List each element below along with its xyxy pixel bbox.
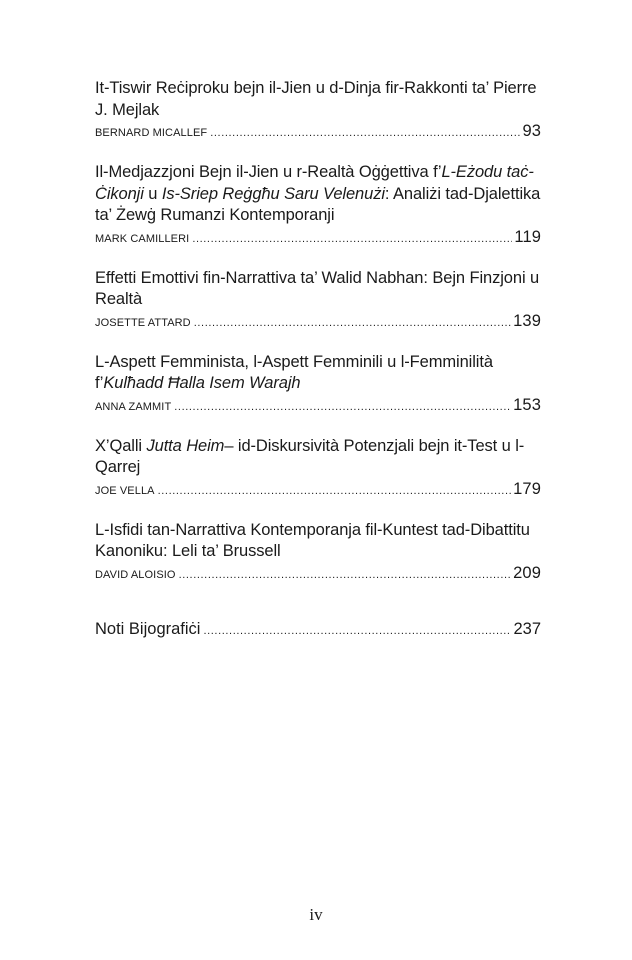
dot-leader	[210, 125, 520, 141]
entry-title	[95, 78, 541, 121]
entry-meta	[95, 565, 541, 583]
entry-title	[95, 268, 541, 311]
toc-entry	[95, 352, 541, 415]
entry-author: JOSETTE ATTARD	[95, 316, 191, 329]
entry-title-italic: Is-Sriep Reġgħu Saru Velenużi	[161, 184, 385, 203]
dot-leader	[158, 483, 512, 499]
entry-meta	[95, 397, 541, 415]
entry-title-text: – id-Diskursività Potenzjali bejn it-Test u l-Qarrej	[95, 436, 525, 476]
entry-title	[95, 162, 541, 227]
toc-entry	[95, 520, 541, 583]
noti-page-number: 237	[513, 620, 541, 638]
toc-entry	[95, 162, 541, 247]
entry-title	[95, 352, 541, 395]
entry-title-italic: L-Eżodu taċ-Ċikonji	[95, 163, 534, 203]
toc-entry	[95, 268, 541, 331]
noti-title: Noti Bijografiċi	[95, 620, 201, 638]
entry-title-text: u	[143, 184, 162, 203]
toc-entry	[95, 78, 541, 141]
entry-author: BERNARD MICALLEF	[95, 127, 208, 139]
dot-leader	[192, 231, 512, 247]
entry-title-text: It-Tiswir Reċiproku bejn il-Jien u d-Dinja fir-Rakkonti ta’ Pierre J. Mejlak	[95, 79, 537, 119]
biographical-notes-entry	[95, 620, 541, 639]
page-folio: iv	[309, 905, 323, 924]
entry-page-number: 209	[513, 563, 541, 582]
entry-meta	[95, 229, 541, 247]
entry-title-text: Effetti Emottivi fin-Narrattiva ta’ Walid Nabhan: Bejn Finzjoni u Realtà	[95, 268, 540, 308]
entry-meta	[95, 313, 541, 331]
entry-page-number: 179	[513, 479, 541, 498]
table-of-contents	[95, 78, 541, 604]
entry-page-number: 153	[513, 395, 541, 414]
dot-leader	[203, 625, 511, 637]
entry-author: MARK CAMILLERI	[95, 232, 190, 245]
entry-title-text: Il-Medjazzjoni Bejn il-Jien u r-Realtà Oġġettiva f’	[95, 163, 442, 181]
entry-title	[95, 436, 541, 479]
entry-title-text: L-Isfidi tan-Narrattiva Kontemporanja fil-Kuntest tad-Dibattitu Kanoniku: Leli ta’ Brussell	[95, 520, 530, 560]
entry-title-text: X’Qalli	[95, 436, 147, 455]
entry-author: ANNA ZAMMIT	[95, 400, 172, 413]
entry-author: JOE VELLA	[95, 484, 155, 497]
toc-entry	[95, 436, 541, 499]
entry-page-number: 119	[514, 227, 541, 246]
entry-meta	[95, 481, 541, 499]
entry-title-text: : Analiżi tad-Djalettika ta’ Żewġ Rumanzi Kontemporanji	[95, 184, 541, 224]
entry-meta	[95, 123, 541, 141]
entry-page-number: 139	[513, 311, 541, 330]
entry-title	[95, 520, 541, 563]
entry-title-text: L-Aspett Femminista, l-Aspett Femminili u l-Femminilità f’	[95, 352, 493, 392]
dot-leader	[174, 399, 511, 415]
entry-page-number: 93	[522, 122, 541, 140]
entry-title-italic: Jutta Heim	[146, 436, 225, 455]
dot-leader	[179, 567, 512, 583]
entry-author: DAVID ALOISIO	[95, 568, 176, 581]
entry-title-italic: Kulħadd Ħalla Isem Warajh	[103, 374, 301, 392]
dot-leader	[194, 315, 511, 331]
